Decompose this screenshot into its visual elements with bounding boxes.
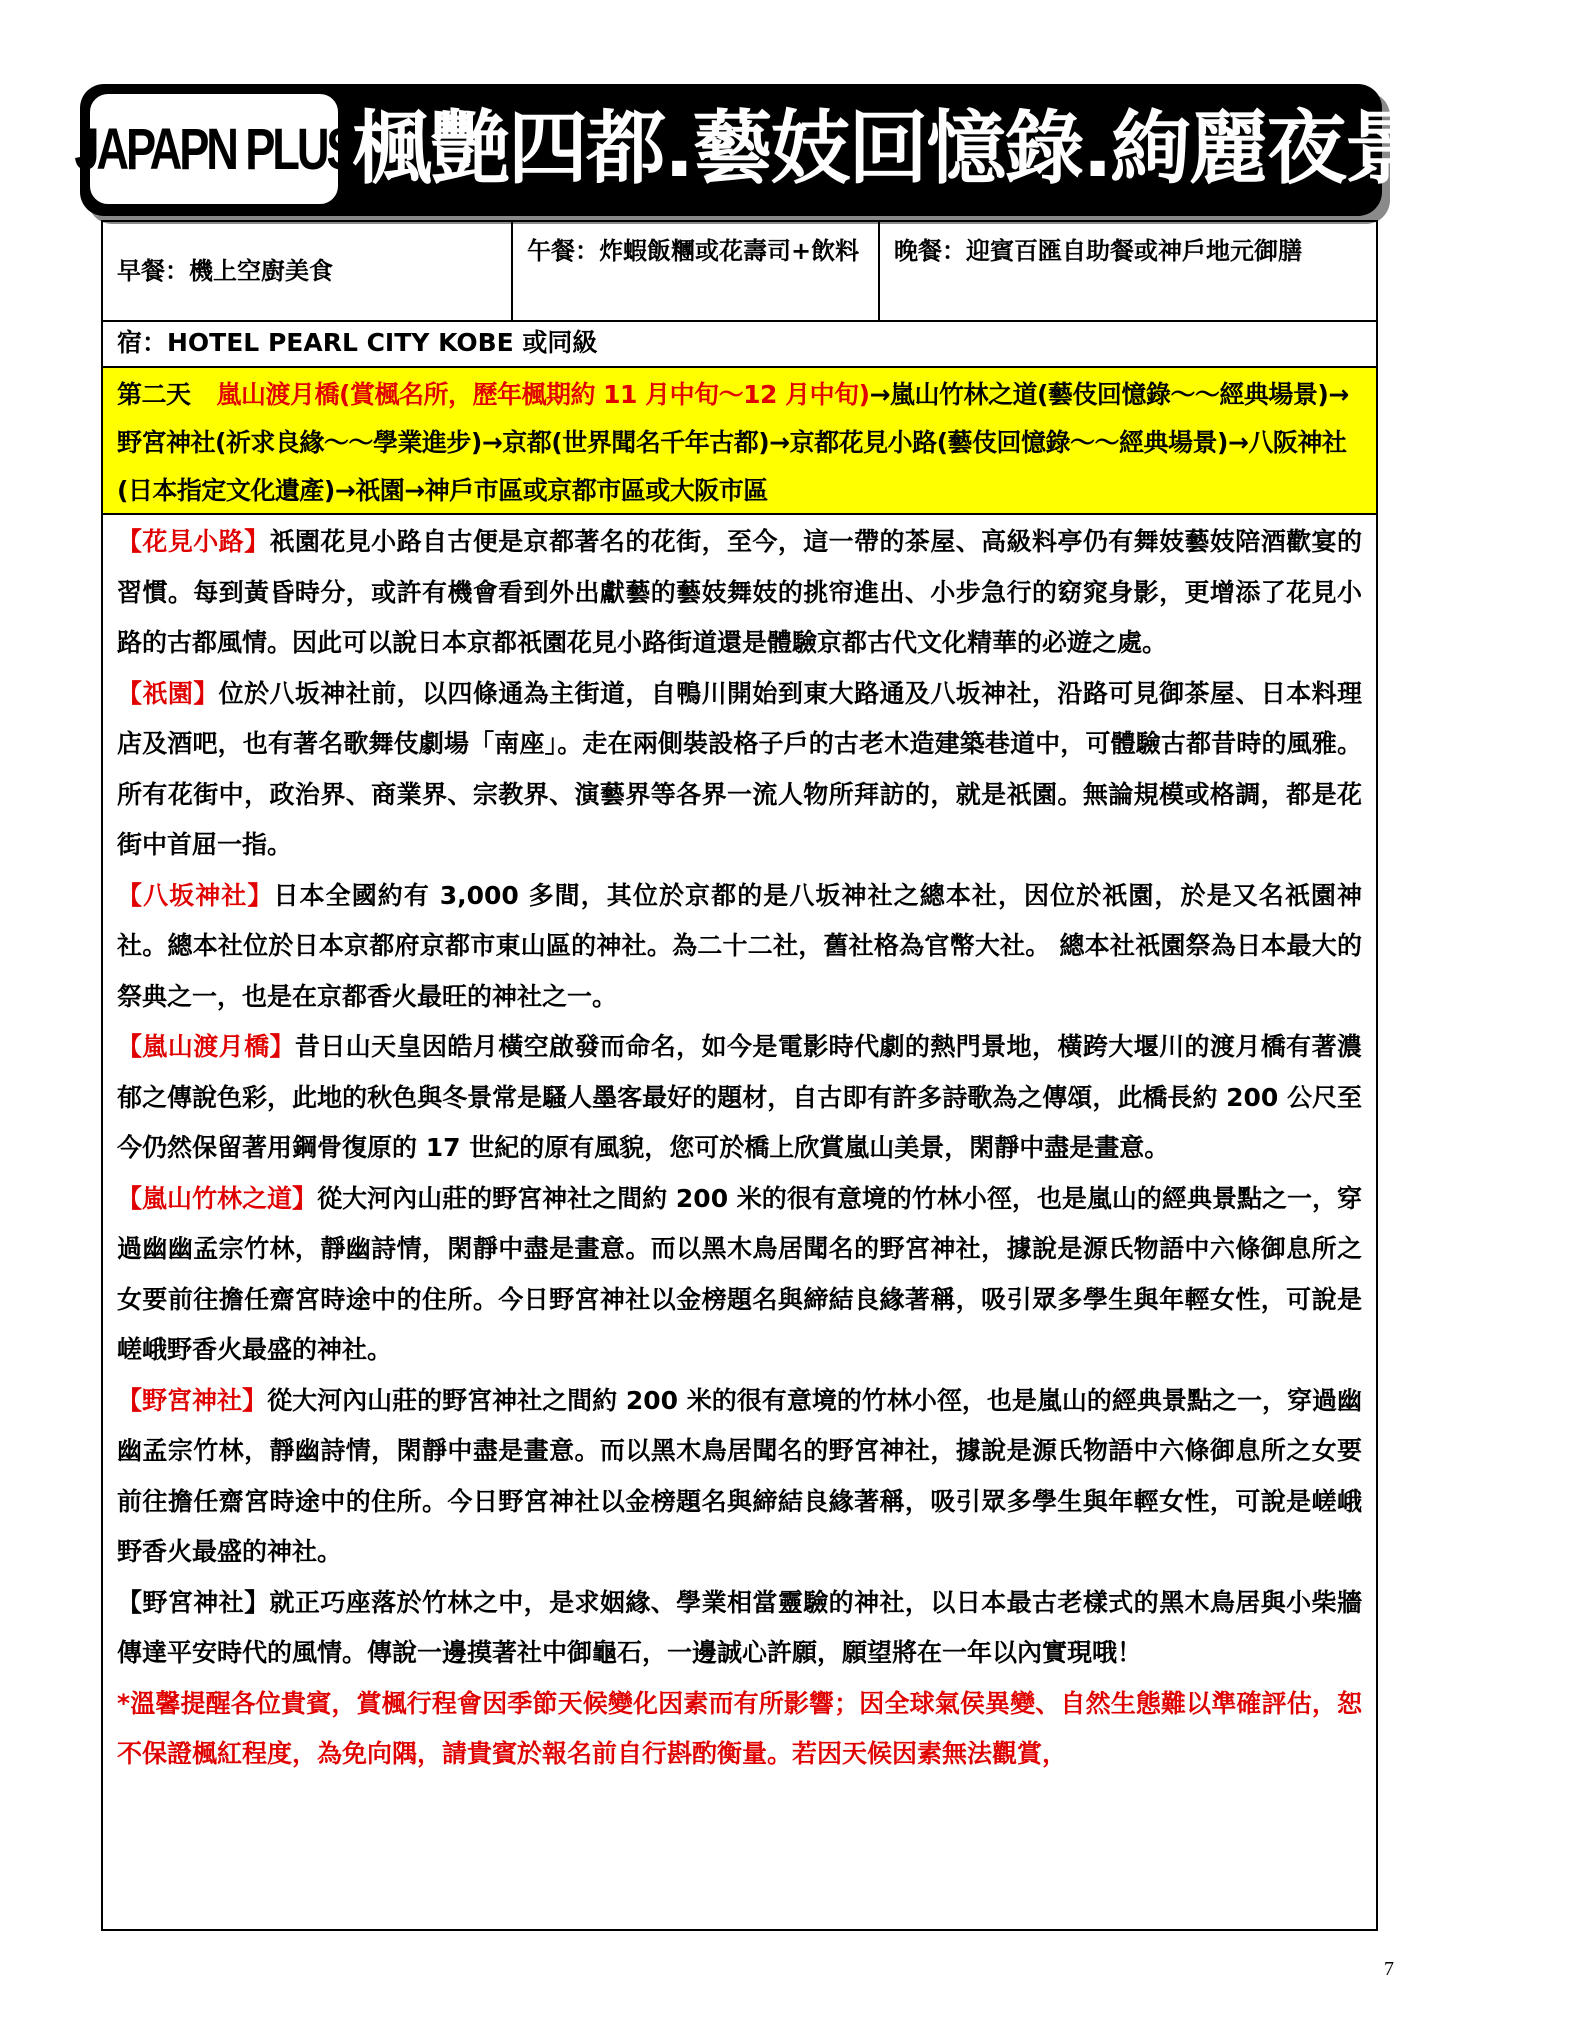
breakfast-cell: 早餐：機上空廚美食: [103, 222, 513, 320]
section-yasaka-shrine: [117, 871, 1362, 1023]
section-tag: 【野宮神社】: [117, 1587, 270, 1617]
day-route: →嵐山竹林之道(藝伎回憶錄～～經典場景)→野宮神社(祈求良緣～～學業進步)→京都(世界聞名千年古都)→京都花見小路(藝伎回憶錄～～經典場景)→八阪神社(日本指定文化遺產)→祇園→神戶市區或京都市區或大阪市區: [117, 380, 1349, 505]
section-text: 就正巧座落於竹林之中，是求姻緣、學業相當靈驗的神社，以日本最古老樣式的黑木鳥居與小柴牆傳達平安時代的風情。傳說一邊摸著社中御龜石，一邊誠心許願，願望將在一年以內實現哦！: [117, 1587, 1362, 1667]
lunch-cell: 午餐：炸蝦飯糰或花壽司+飲料: [513, 222, 880, 320]
section-tag: 【嵐山竹林之道】: [117, 1183, 318, 1213]
tour-title: 楓艷四都.藝妓回憶錄.絢麗夜景五日: [352, 102, 1579, 195]
section-text: 昔日山天皇因皓月橫空啟發而命名，如今是電影時代劇的熱門景地，橫跨大堰川的渡月橋有著濃郁之傳說色彩，此地的秋色與冬景常是騷人墨客最好的題材，自古即有許多詩歌為之傳頌，此橋長約 200 公尺至今仍然保留著用鋼骨復原的 17 世紀的原有風貌，您可於橋上欣賞嵐山美景，閑靜中盡是畫意。: [117, 1032, 1362, 1162]
section-togetsukyo: [117, 1022, 1362, 1174]
section-text: 位於八坂神社前，以四條通為主街道，自鴨川開始到東大路通及八坂神社，沿路可見御茶屋、日本料理店及酒吧，也有著名歌舞伎劇場「南座」。走在兩側裝設格子戶的古老木造建築巷道中，可體驗古都昔時的風雅。所有花街中，政治界、商業界、宗教界、演藝界等各界一流人物所拜訪的，就是祇園。無論規模或格調，都是花街中首屈一指。: [117, 678, 1362, 859]
brand-logo-box: [74, 90, 354, 208]
section-text: 從大河內山莊的野宮神社之間約 200 米的很有意境的竹林小徑，也是嵐山的經典景點之一，穿過幽幽孟宗竹林，靜幽詩情，閑靜中盡是畫意。而以黑木鳥居聞名的野宮神社，據說是源氏物語中六條御息所之女要前往擔任齋宮時途中的住所。今日野宮神社以金榜題名與締結良緣著稱，吸引眾多學生與年輕女性，可說是嵯峨野香火最盛的神社。: [117, 1183, 1362, 1364]
section-tag: 【嵐山渡月橋】: [117, 1032, 295, 1061]
section-gion: [117, 669, 1362, 871]
day-highlight: 嵐山渡月橋(賞楓名所，歷年楓期約 11 月中旬～12 月中旬): [216, 380, 870, 409]
hotel-row: 宿：HOTEL PEARL CITY KOBE 或同級: [103, 320, 1376, 368]
section-tag: 【祇園】: [117, 678, 219, 708]
itinerary-table: [101, 220, 1378, 1931]
maple-notice: *溫馨提醒各位貴賓，賞楓行程會因季節天候變化因素而有所影響；因全球氣侯異變、自然生態難以準確評估，恕不保證楓紅程度，為免向隅，請貴賓於報名前自行斟酌衡量。若因天候因素無法觀賞，: [117, 1688, 1362, 1768]
section-text: 祇園花見小路自古便是京都著名的花街，至今，這一帶的茶屋、高級料亭仍有舞妓藝妓陪酒歡宴的習慣。每到黃昏時分，或許有機會看到外出獻藝的藝妓舞妓的挑帘進出、小步急行的窈窕身影，更增添了花見小路的古都風情。因此可以說日本京都祇園花見小路街道還是體驗京都古代文化精華的必遊之處。: [117, 527, 1362, 657]
day-label: 第二天: [117, 380, 191, 409]
section-bamboo-path: [117, 1174, 1362, 1376]
section-text: 從大河內山莊的野宮神社之間約 200 米的很有意境的竹林小徑，也是嵐山的經典景點之一，穿過幽幽孟宗竹林，靜幽詩情，閑靜中盡是畫意。而以黑木鳥居聞名的野宮神社，據說是源氏物語中六條御息所之女要前往擔任齋宮時途中的住所。今日野宮神社以金榜題名與締結良緣著稱，吸引眾多學生與年輕女性，可說是嵯峨野香火最盛的神社。: [117, 1385, 1362, 1566]
section-tag: 【野宮神社】: [117, 1385, 268, 1415]
section-tag: 【八坂神社】: [117, 880, 274, 910]
description-body: [103, 515, 1376, 1780]
section-text: 日本全國約有 3,000 多間，其位於京都的是八坂神社之總本社，因位於祇園，於是又名祇園神社。總本社位於日本京都府京都市東山區的神社。為二十二社，舊社格為官幣大社。 總本社祇園祭為日本最大的祭典之一，也是在京都香火最旺的神社之一。: [117, 880, 1362, 1011]
section-nonomiya-2: [117, 1578, 1362, 1679]
section-hanamikoji: [117, 517, 1362, 669]
day-two-row: [103, 368, 1376, 515]
section-nonomiya-1: [117, 1376, 1362, 1578]
section-tag: 【花見小路】: [117, 527, 270, 556]
dinner-cell: 晚餐：迎賓百匯自助餐或神戶地元御膳: [894, 237, 1302, 265]
brand-logo: JAPAPN PLUS: [74, 116, 354, 182]
page-number: 7: [1384, 1958, 1394, 1980]
meal-row: [103, 222, 1376, 322]
